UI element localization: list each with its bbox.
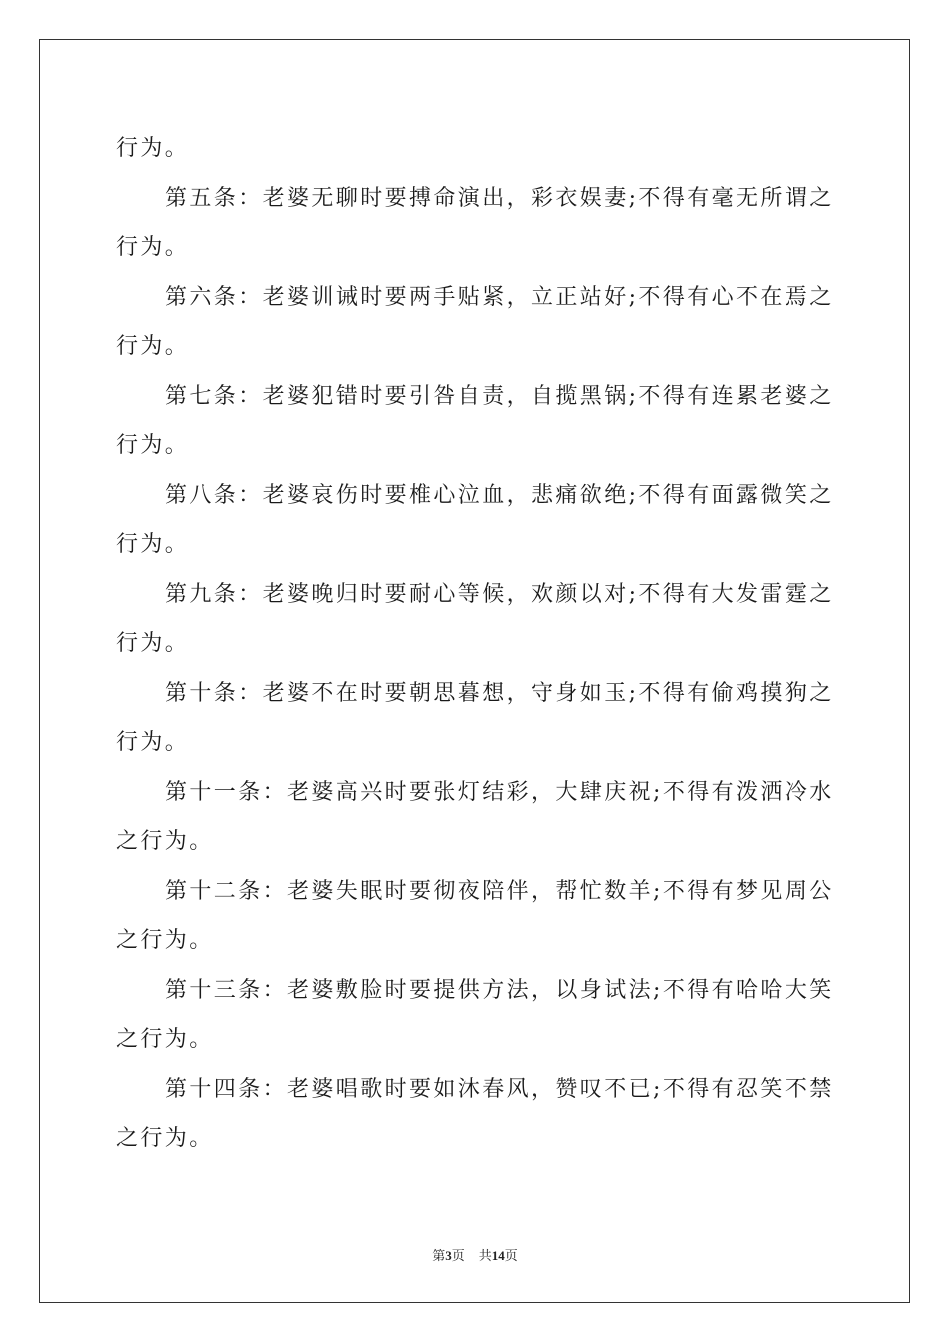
paragraph: 第八条：老婆哀伤时要椎心泣血，悲痛欲绝;不得有面露微笑之行为。 — [116, 482, 834, 557]
paragraph: 第十二条：老婆失眠时要彻夜陪伴，帮忙数羊;不得有梦见周公之行为。 — [116, 878, 834, 953]
document-body — [116, 124, 838, 1164]
paragraph: 第六条：老婆训诫时要两手贴紧，立正站好;不得有心不在焉之行为。 — [116, 284, 834, 359]
paragraph: 行为。 — [116, 136, 190, 161]
page-footer — [0, 1248, 950, 1264]
total-page-count: 14 — [491, 1248, 505, 1263]
total-pages-label — [479, 1248, 518, 1263]
paragraph: 第十四条：老婆唱歌时要如沐春风，赞叹不已;不得有忍笑不禁之行为。 — [116, 1076, 834, 1151]
page-prefix: 第 — [432, 1248, 446, 1263]
current-page-number: 3 — [445, 1248, 452, 1263]
paragraph: 第十三条：老婆敷脸时要提供方法，以身试法;不得有哈哈大笑之行为。 — [116, 977, 834, 1052]
total-suffix: 页 — [504, 1248, 518, 1263]
total-prefix: 共 — [478, 1248, 492, 1263]
paragraph: 第十条：老婆不在时要朝思暮想，守身如玉;不得有偷鸡摸狗之行为。 — [116, 680, 834, 755]
page-number-label — [432, 1248, 465, 1263]
paragraph: 第五条：老婆无聊时要搏命演出，彩衣娱妻;不得有毫无所谓之行为。 — [116, 185, 834, 260]
paragraph: 第九条：老婆晚归时要耐心等候，欢颜以对;不得有大发雷霆之行为。 — [116, 581, 834, 656]
paragraph: 第十一条：老婆高兴时要张灯结彩，大肆庆祝;不得有泼洒冷水之行为。 — [116, 779, 834, 854]
page-suffix: 页 — [451, 1248, 465, 1263]
paragraph: 第七条：老婆犯错时要引咎自责，自揽黑锅;不得有连累老婆之行为。 — [116, 383, 834, 458]
